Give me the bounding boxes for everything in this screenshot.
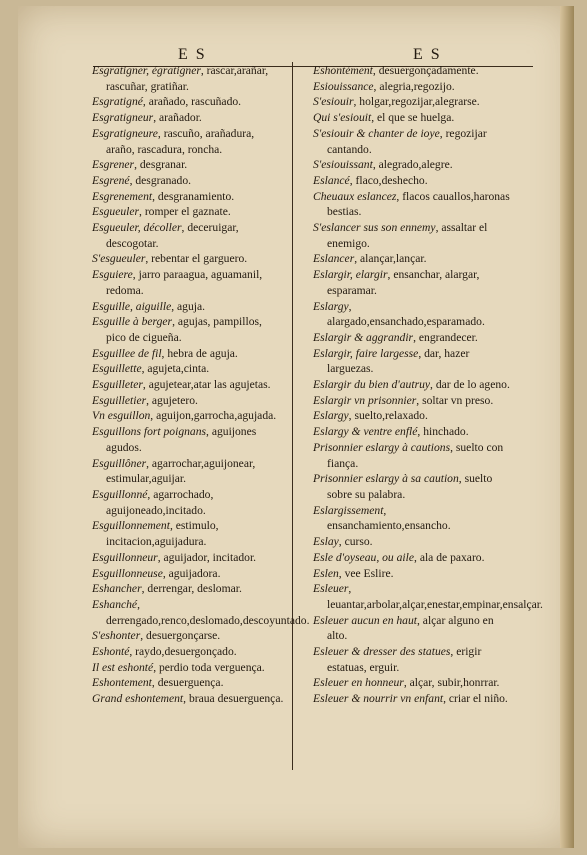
dictionary-entry — [92, 408, 284, 424]
entry-headword: S'eshonter — [92, 629, 141, 643]
entry-headword: Eslen — [313, 566, 339, 580]
entry-definition: , agarrochar,aguijonear, estimular,aguijar. — [106, 456, 256, 486]
entry-definition: , dar, hazer larguezas. — [327, 346, 470, 376]
entry-definition: , ala de paxaro. — [414, 550, 485, 564]
dictionary-entry — [313, 220, 511, 251]
dictionary-entry — [92, 110, 284, 126]
entry-headword: Esiouissance — [313, 79, 374, 93]
entry-definition: , alegrado,alegre. — [372, 158, 453, 172]
entry-definition: , desgranamiento. — [152, 189, 235, 203]
entry-definition: , aguja. — [171, 299, 206, 313]
entry-definition: , agujetear,atar las agujetas. — [142, 378, 271, 392]
entry-definition: , ensanchamiento,ensancho. — [327, 503, 451, 533]
dictionary-entry — [313, 503, 511, 534]
entry-definition: , jarro paraagua, aguamanil, redoma. — [106, 268, 263, 297]
dictionary-entry — [92, 581, 284, 597]
entry-headword: Grand eshontement — [92, 692, 184, 706]
dictionary-entry — [313, 173, 511, 189]
dictionary-entry — [92, 361, 284, 377]
entry-definition: , desuergonçadamente. — [372, 64, 479, 77]
entry-definition: , deceruigar, descogotar. — [106, 221, 239, 250]
dictionary-entry — [313, 299, 511, 330]
entry-definition: , agujeta,cinta. — [141, 362, 210, 376]
entry-headword: Il est eshonté — [92, 660, 154, 674]
dictionary-entry — [92, 675, 284, 691]
entry-definition: , alançar,lançar. — [354, 252, 427, 266]
entry-definition: , hinchado. — [417, 425, 469, 439]
entry-definition: , ensanchar, alargar, esparamar. — [327, 268, 480, 297]
entry-headword: Eslargissement — [313, 503, 384, 517]
dictionary-entry — [92, 628, 284, 644]
column-divider — [292, 62, 293, 770]
entry-headword: Eshontément — [313, 64, 373, 77]
entry-definition: , alargado,ensanchado,esparamado. — [327, 299, 485, 329]
dictionary-entry — [313, 267, 511, 298]
entry-definition: , rascuño, arañadura, araño, rascadura, roncha. — [106, 126, 255, 156]
entry-definition: , desuergonçarse. — [140, 629, 221, 643]
entry-definition: , engrandecer. — [413, 330, 478, 344]
dictionary-entry — [92, 393, 284, 409]
entry-definition: , aguijon,garrocha,agujada. — [150, 409, 277, 423]
dictionary-entry — [92, 346, 284, 362]
entry-definition: , flacos cauallos,haronas bestias. — [327, 189, 510, 219]
entry-headword: Esguiere — [92, 268, 133, 282]
dictionary-entry — [92, 456, 284, 487]
entry-headword: Esleuer aucun en haut — [313, 613, 417, 627]
entry-headword: Eshancher — [92, 582, 142, 596]
dictionary-entry — [313, 613, 511, 644]
entry-definition: , alçar, subir,honrrar. — [403, 676, 500, 690]
entry-definition: , aguijador, incitador. — [157, 550, 257, 564]
dictionary-entry — [92, 518, 284, 549]
dictionary-entry — [92, 314, 284, 345]
dictionary-entry — [313, 550, 511, 566]
entry-headword: Esleuer en honneur — [313, 676, 404, 690]
entry-definition: , agujetero. — [146, 393, 198, 407]
entry-headword: Eslargy — [313, 299, 349, 313]
dictionary-entry — [92, 173, 284, 189]
entry-definition: , raydo,desuergonçado. — [129, 645, 237, 659]
entry-headword: S'eslancer sus son ennemy — [313, 221, 436, 235]
entry-headword: Esguilleter — [92, 378, 143, 392]
entry-definition: , agujas, pampillos, pico de cigueña. — [106, 315, 262, 344]
entry-headword: Esguillonneuse — [92, 566, 163, 580]
page-spine-shadow — [560, 6, 574, 848]
entry-definition: , suelto,relaxado. — [348, 409, 428, 423]
dictionary-entry — [313, 189, 511, 220]
entry-headword: Esgrener — [92, 158, 135, 172]
dictionary-entry — [313, 424, 511, 440]
dictionary-entry — [92, 377, 284, 393]
dictionary-entry — [92, 424, 284, 455]
entry-headword: Esguille, aiguille — [92, 299, 172, 313]
entry-headword: S'esgueuler — [92, 252, 146, 266]
entry-definition: , desgranado. — [129, 173, 192, 187]
entry-headword: Eshontement — [92, 676, 152, 690]
dictionary-entry — [92, 566, 284, 582]
entry-definition: , alegria,regozijo. — [373, 79, 455, 93]
entry-headword: Esguillonneur — [92, 550, 158, 564]
entry-definition: , regozijar cantando. — [327, 126, 487, 156]
dictionary-entry — [92, 189, 284, 205]
entry-headword: Eslargir vn prisonnier — [313, 393, 417, 407]
entry-definition: , assaltar el enemigo. — [327, 221, 488, 250]
entry-headword: Eslay — [313, 535, 339, 549]
entry-definition: , erigir estatuas, erguir. — [327, 645, 482, 674]
entry-definition: , desgranar. — [134, 158, 188, 172]
entry-headword: S'esiouir — [313, 95, 354, 109]
dictionary-entry — [92, 691, 284, 707]
dictionary-entry — [92, 220, 284, 251]
entry-headword: Esguillôner — [92, 456, 147, 470]
entry-definition: , estimulo, incitacion,aguijadura. — [106, 519, 219, 549]
dictionary-entry — [92, 267, 284, 298]
entry-headword: Eslancé — [313, 173, 350, 187]
entry-headword: S'esiouissant — [313, 158, 373, 172]
entry-definition: , agarrochado, aguijoneado,incitado. — [106, 487, 214, 517]
dictionary-entry — [313, 157, 511, 173]
entry-definition: , suelto con fiança. — [327, 440, 504, 470]
entry-definition: , derrengado,renco,deslomado,descoyuntado. — [106, 597, 310, 627]
dictionary-entry — [313, 691, 511, 707]
entry-headword: Prisonnier eslargy à sa caution — [313, 472, 459, 486]
entry-headword: Eslargir du bien d'autruy — [313, 378, 431, 392]
dictionary-entry — [313, 393, 511, 409]
entry-definition: , criar el niño. — [443, 692, 508, 706]
left-column — [92, 63, 310, 707]
entry-headword: Prisonnier eslargy à cautions — [313, 440, 451, 454]
entry-headword: Esguillonnement — [92, 519, 170, 533]
header-left: E S — [178, 46, 207, 63]
dictionary-entry — [92, 597, 310, 628]
dictionary-entry — [313, 566, 511, 582]
entry-definition: , rascar,arañar, rascuñar, gratiñar. — [106, 64, 269, 93]
entry-headword: Vn esguillon — [92, 409, 151, 423]
entry-headword: Eslancer — [313, 252, 355, 266]
entry-definition: , aguijones agudos. — [106, 425, 257, 454]
dictionary-entry — [313, 644, 511, 675]
entry-headword: Esguillee de fil — [92, 346, 162, 360]
entry-headword: Esle d'oyseau, ou aile — [313, 550, 415, 564]
dictionary-entry — [92, 299, 284, 315]
entry-headword: Esgratigné — [92, 95, 143, 109]
entry-headword: Esguillons fort poignans — [92, 425, 207, 439]
entry-definition: , soltar vn preso. — [416, 393, 494, 407]
dictionary-entry — [313, 471, 511, 502]
entry-headword: Eslargir, faire largesse — [313, 346, 419, 360]
entry-headword: Eslargy & ventre enflé — [313, 425, 418, 439]
dictionary-entry — [92, 157, 284, 173]
dictionary-entry — [92, 94, 284, 110]
dictionary-entry — [313, 581, 543, 612]
entry-headword: Esguillette — [92, 362, 142, 376]
dictionary-entry — [313, 675, 511, 691]
dictionary-entry — [313, 251, 511, 267]
entry-definition: , desuerguença. — [151, 676, 224, 690]
entry-definition: , alçar alguno en alto. — [327, 613, 494, 643]
entry-headword: Esgratigneur — [92, 111, 154, 125]
dictionary-entry — [313, 330, 511, 346]
dictionary-entry — [313, 110, 511, 126]
entry-headword: Eshonté — [92, 645, 130, 659]
entry-definition: , suelto sobre su palabra. — [327, 472, 493, 501]
entry-headword: Esguillonné — [92, 487, 148, 501]
entry-definition: , hebra de aguja. — [161, 346, 238, 360]
dictionary-entry — [92, 63, 284, 94]
dictionary-entry — [92, 251, 284, 267]
dictionary-entry — [313, 440, 511, 471]
entry-headword: Esgrenement — [92, 189, 153, 203]
entry-definition: , el que se huelga. — [371, 111, 455, 125]
dictionary-entry — [313, 377, 511, 393]
entry-headword: Esgratigneure — [92, 126, 158, 140]
entry-definition: , braua desuerguença. — [183, 692, 284, 706]
entry-headword: Esguille à berger — [92, 315, 173, 329]
entry-definition: , aguijadora. — [162, 566, 221, 580]
dictionary-entry — [92, 550, 284, 566]
dictionary-entry — [313, 408, 511, 424]
entry-headword: Eslargir, elargir — [313, 268, 388, 282]
dictionary-entry — [92, 660, 284, 676]
right-column — [313, 63, 543, 707]
entry-headword: Esgueuler — [92, 205, 140, 219]
entry-definition: , arañador. — [153, 111, 202, 125]
dictionary-entry — [313, 94, 511, 110]
dictionary-entry — [92, 204, 284, 220]
entry-definition: , derrengar, deslomar. — [141, 582, 242, 596]
entry-definition: , flaco,deshecho. — [349, 173, 428, 187]
entry-headword: Qui s'esiouit — [313, 111, 372, 125]
dictionary-entry — [313, 126, 511, 157]
entry-headword: Esgrené — [92, 173, 130, 187]
entry-definition: , romper el gaznate. — [139, 205, 231, 219]
entry-headword: Esleuer — [313, 582, 349, 596]
entry-headword: Esgratigner, égratigner — [92, 64, 201, 77]
dictionary-entry — [92, 644, 284, 660]
dictionary-entry — [313, 346, 511, 377]
header-right: E S — [413, 46, 442, 63]
entry-definition: , perdio toda verguença. — [153, 660, 265, 674]
entry-headword: Eslargy — [313, 409, 349, 423]
entry-definition: , arañado, rascuñado. — [142, 95, 242, 109]
entry-headword: Esguilletier — [92, 393, 147, 407]
entry-definition: , leuantar,arbolar,alçar,enestar,empinar,ensalçar. — [327, 582, 543, 611]
dictionary-entry — [313, 79, 511, 95]
entry-definition: , vee Eslire. — [338, 566, 394, 580]
dictionary-entry — [92, 487, 284, 518]
entry-definition: , holgar,regozijar,alegrarse. — [353, 95, 480, 109]
dictionary-entry — [92, 126, 284, 157]
dictionary-entry — [313, 534, 511, 550]
entry-definition: , dar de lo ageno. — [430, 378, 510, 392]
entry-definition: , curso. — [338, 535, 373, 549]
entry-headword: Esgueuler, décoller — [92, 221, 182, 235]
dictionary-entry — [313, 63, 511, 79]
entry-headword: Esleuer & dresser des statues — [313, 645, 451, 659]
entry-headword: Cheuaux eslancez — [313, 189, 397, 203]
entry-headword: Esleuer & nourrir vn enfant — [313, 692, 444, 706]
entry-headword: S'esiouir & chanter de ioye — [313, 126, 440, 140]
entry-headword: Eshanché — [92, 597, 138, 611]
entry-headword: Eslargir & aggrandir — [313, 330, 414, 344]
entry-definition: , rebentar el garguero. — [145, 252, 248, 266]
